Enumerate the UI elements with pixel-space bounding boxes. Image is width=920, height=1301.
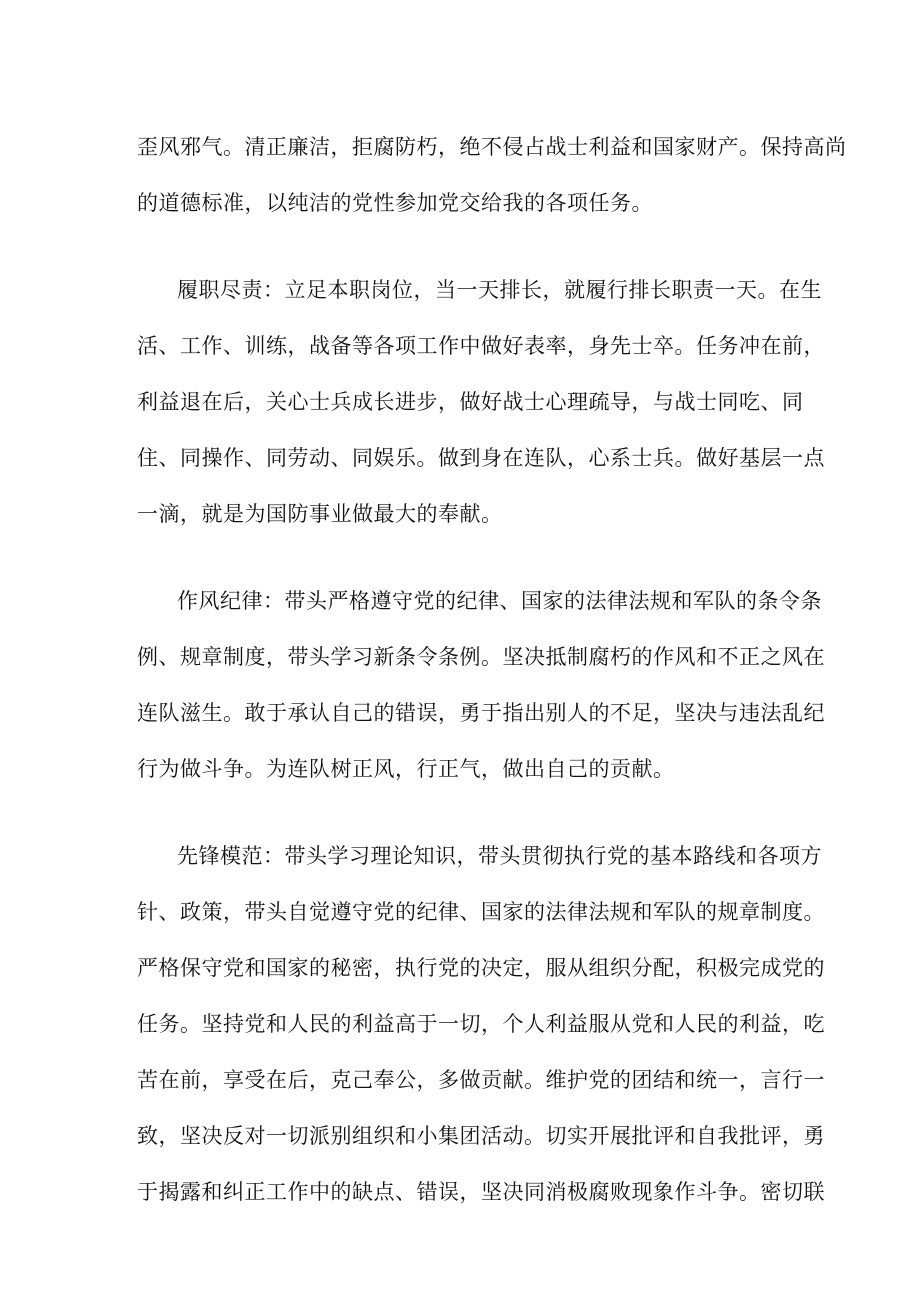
paragraph-spacer <box>137 542 787 573</box>
paragraph-1 <box>137 119 847 231</box>
document-body <box>137 119 847 1220</box>
text-line: 利益退在后，关心士兵成长进步，做好战士心理疏导，与战士同吃、同 <box>137 390 804 414</box>
text-line: 歪风邪气。清正廉洁，拒腐防朽，绝不侵占战士利益和国家财产。保持高尚 <box>137 135 847 159</box>
text-line: 连队滋生。敢于承认自己的错误，勇于指出别人的不足，坚决与违法乱纪 <box>137 701 825 725</box>
text-line: 任务。坚持党和人民的利益高于一切，个人利益服从党和人民的利益，吃 <box>137 1012 825 1036</box>
paragraph-3 <box>137 573 825 797</box>
paragraph-4 <box>137 828 825 1220</box>
text-line: 例、规章制度，带头学习新条令条例。坚决抵制腐朽的作风和不正之风在 <box>137 645 825 669</box>
text-line: 履职尽责：立足本职岗位，当一天排长，就履行排长职责一天。在生 <box>177 278 822 302</box>
text-line: 行为做斗争。为连队树正风，行正气，做出自己的贡献。 <box>137 757 675 781</box>
text-line: 的道德标准，以纯洁的党性参加党交给我的各项任务。 <box>137 191 653 215</box>
text-line: 活、工作、训练，战备等各项工作中做好表率，身先士卒。任务冲在前， <box>137 334 825 358</box>
paragraph-spacer <box>137 797 787 828</box>
text-line: 苦在前，享受在后，克己奉公，多做贡献。维护党的团结和统一，言行一 <box>137 1068 825 1092</box>
text-line: 针、政策，带头自觉遵守党的纪律、国家的法律法规和军队的规章制度。 <box>137 900 825 924</box>
paragraph-2 <box>137 262 825 542</box>
paragraph-spacer <box>137 231 787 262</box>
text-line: 住、同操作、同劳动、同娱乐。做到身在连队，心系士兵。做好基层一点 <box>137 446 825 470</box>
text-line: 作风纪律：带头严格遵守党的纪律、国家的法律法规和军队的条令条 <box>177 589 822 613</box>
text-line: 于揭露和纠正工作中的缺点、错误，坚决同消极腐败现象作斗争。密切联 <box>137 1180 825 1204</box>
text-line: 先锋模范：带头学习理论知识，带头贯彻执行党的基本路线和各项方 <box>177 844 822 868</box>
text-line: 致，坚决反对一切派别组织和小集团活动。切实开展批评和自我批评，勇 <box>137 1124 825 1148</box>
text-line: 严格保守党和国家的秘密，执行党的决定，服从组织分配，积极完成党的 <box>137 956 825 980</box>
text-line: 一滴，就是为国防事业做最大的奉献。 <box>137 502 503 526</box>
